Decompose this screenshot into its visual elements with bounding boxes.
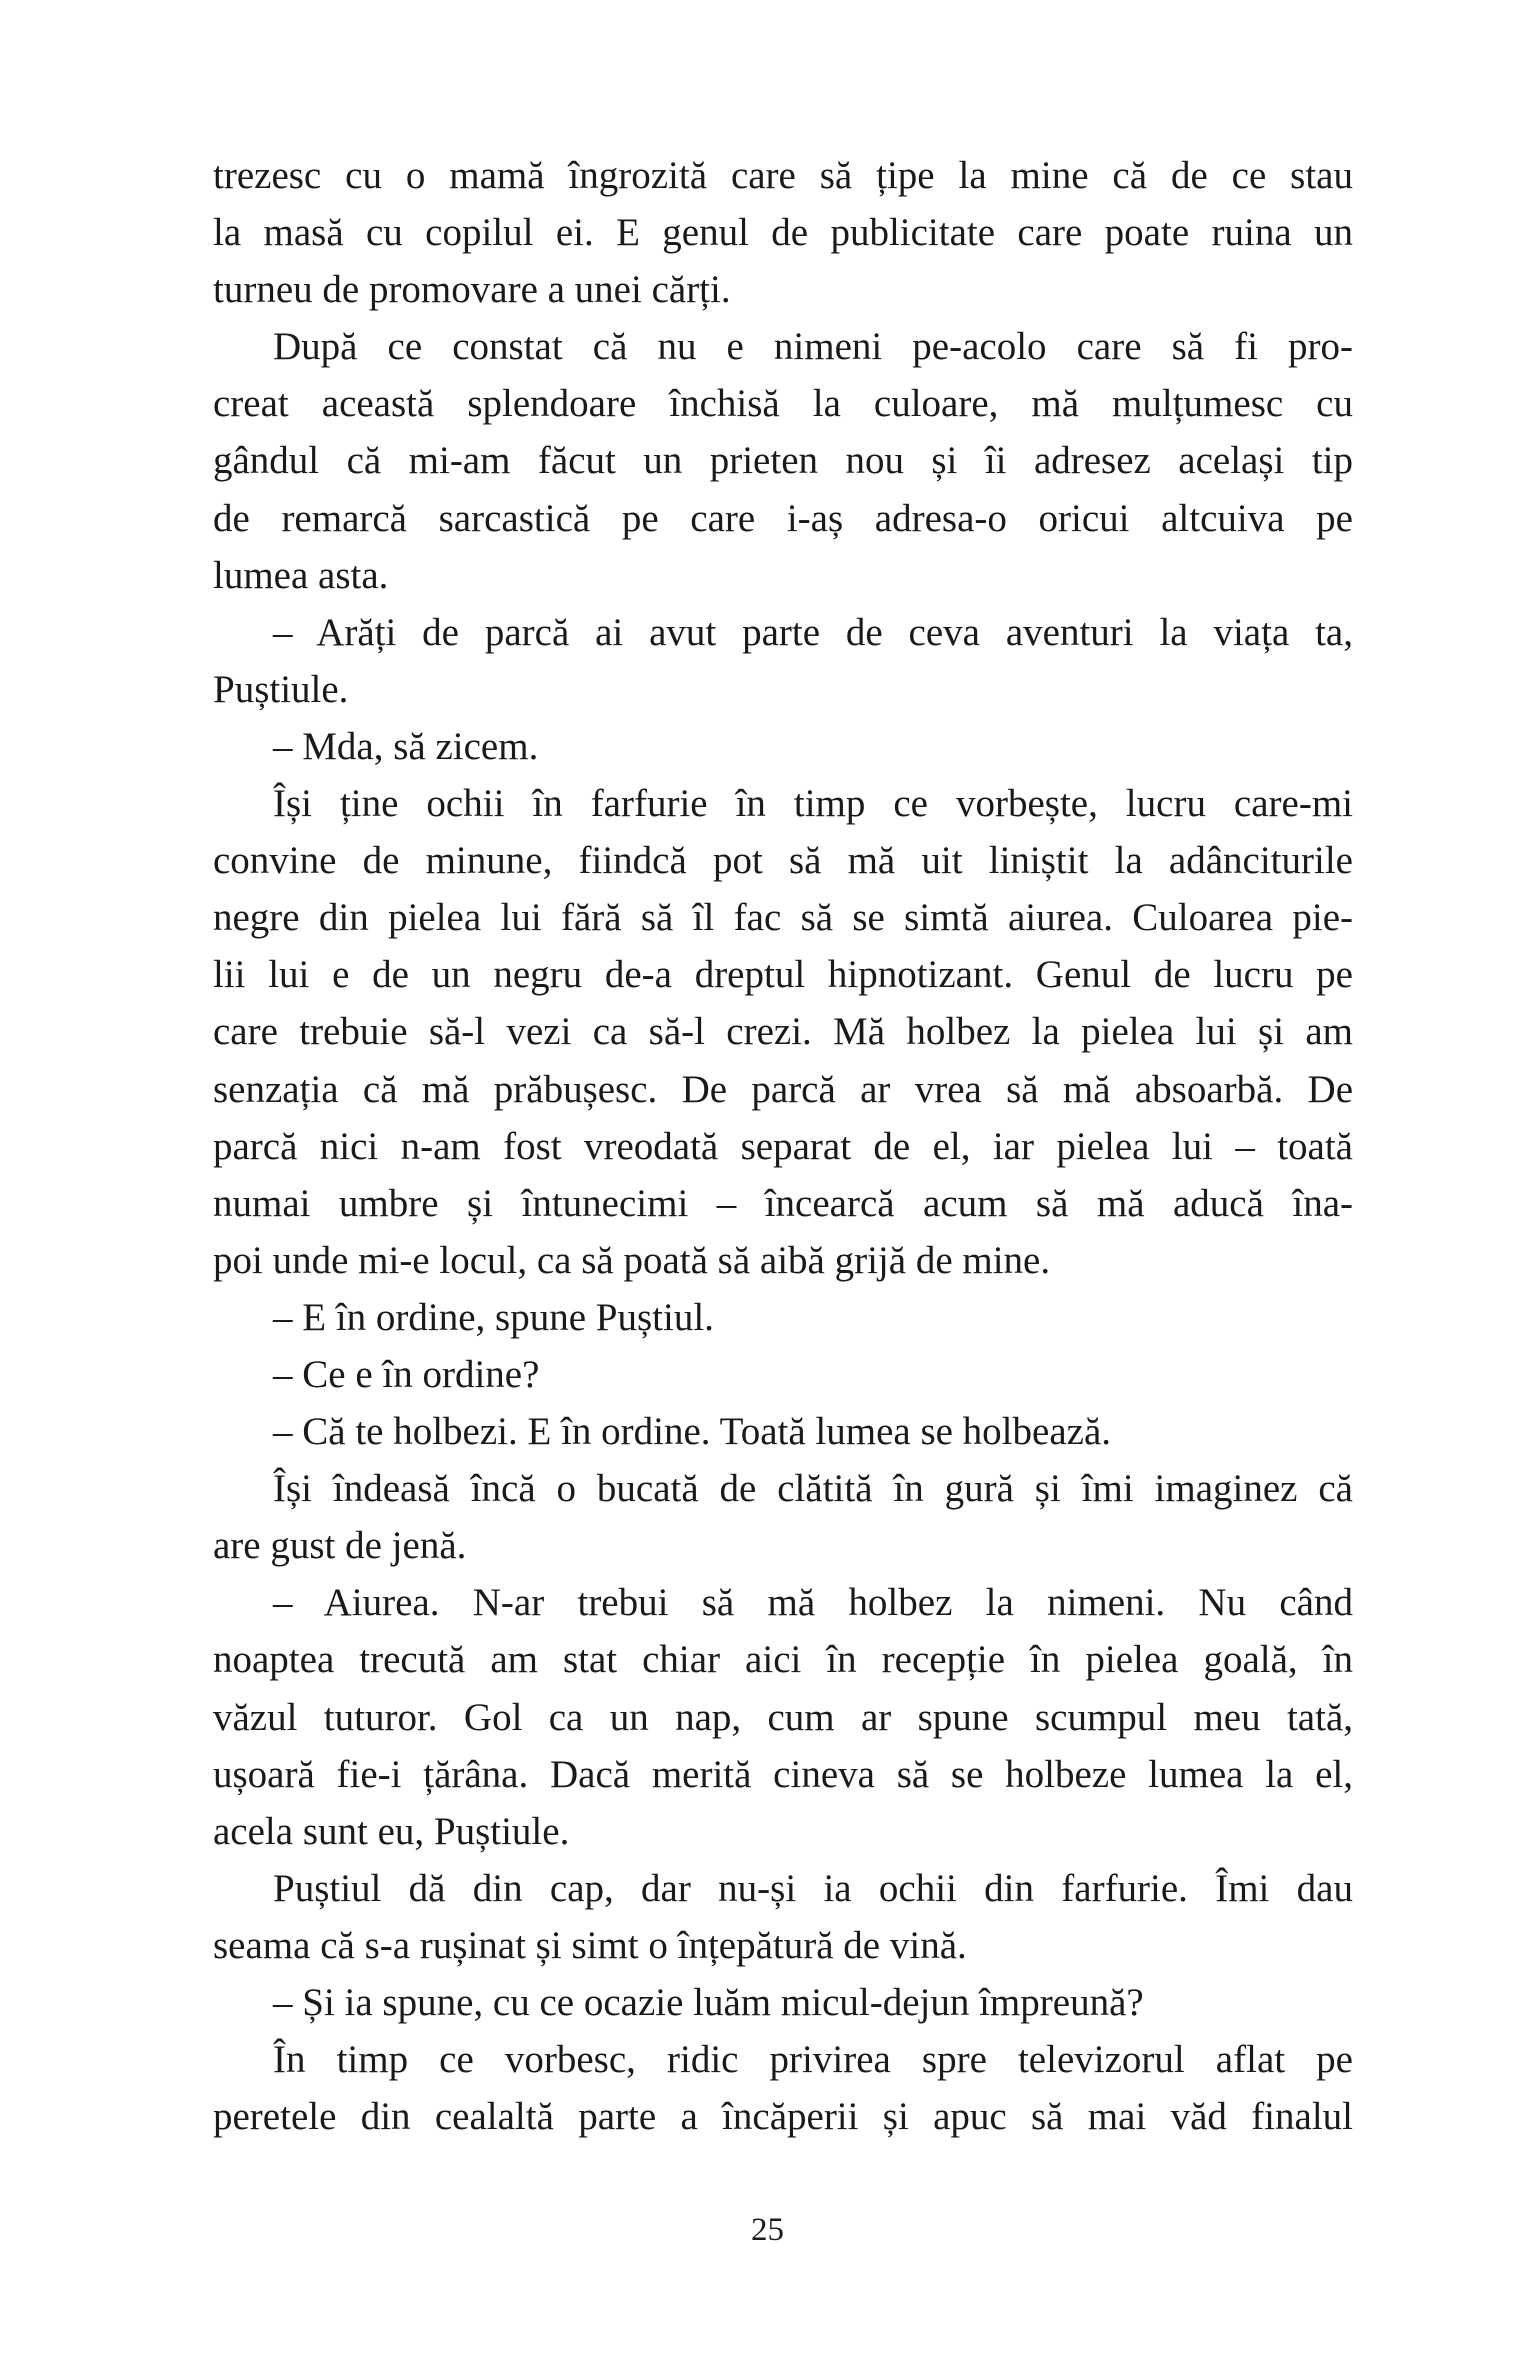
paragraph — [213, 147, 1353, 318]
text-line: are gust de jenă. — [213, 1524, 467, 1568]
paragraph — [213, 1460, 1353, 1574]
text-line: Puștiul dă din cap, dar nu-și ia ochii din farfurie. Îmi dau — [273, 1866, 1353, 1910]
text-line: În timp ce vorbesc, ridic privirea spre televizorul aflat pe — [273, 2038, 1353, 2082]
text-line: Își îndeasă încă o bucată de clătită în gură și îmi imaginez că — [273, 1467, 1353, 1511]
paragraph — [213, 718, 1353, 775]
text-line: numai umbre și întunecimi – încearcă acum să mă aducă îna- — [213, 1181, 1353, 1225]
text-line: la masă cu copilul ei. E genul de publicitate care poate ruina un — [213, 211, 1353, 255]
text-line: acela sunt eu, Puștiule. — [213, 1809, 570, 1853]
paragraph — [213, 2031, 1353, 2145]
text-line: – Și ia spune, cu ce ocazie luăm micul-dejun împreună? — [273, 1981, 1144, 2024]
text-line: – Că te holbezi. E în ordine. Toată lumea se holbează. — [273, 1410, 1112, 1454]
text-line: care trebuie să-l vezi ca să-l crezi. Mă holbez la pielea lui și am — [213, 1010, 1353, 1054]
text-line: convine de minune, fiindcă pot să mă uit liniștit la adânciturile — [213, 839, 1353, 883]
text-line: noaptea trecută am stat chiar aici în recepție în pielea goală, în — [213, 1638, 1353, 1682]
text-line: seama că s-a rușinat și simt o înțepătură de vină. — [213, 1923, 967, 1967]
text-line: ușoară fie-i țărâna. Dacă merită cineva să se holbeze lumea la el, — [213, 1752, 1353, 1796]
paragraph — [213, 1974, 1353, 2031]
text-line: – Arăți de parcă ai avut parte de ceva aventuri la viața ta, — [273, 610, 1353, 654]
text-line: lumea asta. — [213, 553, 389, 597]
paragraph — [213, 775, 1353, 1289]
paragraph — [213, 1403, 1353, 1460]
text-line: creat această splendoare închisă la culoare, mă mulțumesc cu — [213, 382, 1353, 426]
text-line: Puștiule. — [213, 667, 349, 711]
paragraph — [213, 604, 1353, 718]
text-line: – E în ordine, spune Puștiul. — [273, 1295, 714, 1339]
text-line: senzația că mă prăbușesc. De parcă ar vrea să mă absoarbă. De — [213, 1067, 1353, 1111]
paragraph — [213, 1289, 1353, 1346]
text-line: de remarcă sarcastică pe care i-aș adresa-o oricui altcuiva pe — [213, 496, 1353, 540]
text-line: – Mda, să zicem. — [273, 724, 539, 768]
text-line: poi unde mi-e locul, ca să poată să aibă grijă de mine. — [213, 1238, 1051, 1282]
text-line: După ce constat că nu e nimeni pe-acolo care să fi pro- — [273, 325, 1353, 369]
page-number: 25 — [751, 2212, 784, 2248]
text-line: peretele din cealaltă parte a încăperii și apuc să mai văd finalul — [213, 2095, 1353, 2139]
paragraph — [213, 318, 1353, 603]
paragraph — [213, 1346, 1353, 1403]
text-line: văzul tuturor. Gol ca un nap, cum ar spune scumpul meu tată, — [213, 1695, 1353, 1739]
text-line: trezesc cu o mamă îngrozită care să țipe la mine că de ce stau — [213, 154, 1353, 197]
paragraph — [213, 1860, 1353, 1974]
text-line: parcă nici n-am fost vreodată separat de el, iar pielea lui – toată — [213, 1124, 1353, 1168]
text-line: gândul că mi-am făcut un prieten nou și îi adresez același tip — [213, 439, 1353, 483]
text-line: – Aiurea. N-ar trebui să mă holbez la nimeni. Nu când — [273, 1581, 1353, 1625]
text-line: negre din pielea lui fără să îl fac să se simtă aiurea. Culoarea pie- — [213, 896, 1353, 940]
text-line: Își ține ochii în farfurie în timp ce vorbește, lucru care-mi — [273, 782, 1353, 826]
text-line: lii lui e de un negru de-a dreptul hipnotizant. Genul de lucru pe — [213, 953, 1353, 997]
paragraph — [213, 1574, 1353, 1859]
body-text — [213, 147, 1353, 2145]
text-line: turneu de promovare a unei cărți. — [213, 268, 731, 312]
text-line: – Ce e în ordine? — [273, 1352, 540, 1396]
